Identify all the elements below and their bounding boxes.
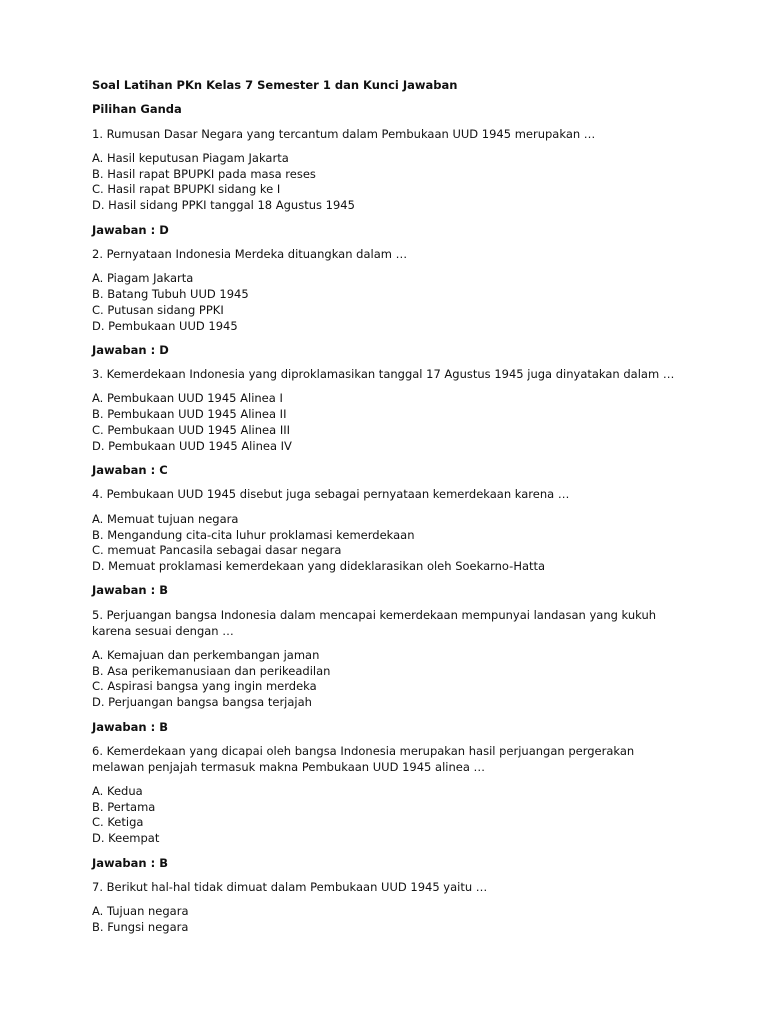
- question-block: [92, 127, 692, 239]
- question-line: 1. Rumusan Dasar Negara yang tercantum dalam Pembukaan UUD 1945 merupakan …: [92, 126, 596, 141]
- option-list: [92, 904, 692, 936]
- answer-key: Jawaban : C: [92, 463, 168, 478]
- question-line: 2. Pernyataan Indonesia Merdeka dituangkan dalam …: [92, 246, 408, 261]
- question-text: [92, 127, 692, 143]
- option-item: C. Putusan sidang PPKI: [92, 302, 224, 317]
- section-heading: Pilihan Ganda: [92, 102, 182, 117]
- option-item: A. Tujuan negara: [92, 904, 189, 919]
- option-item: A. Memuat tujuan negara: [92, 511, 239, 526]
- question-line: 6. Kemerdekaan yang dicapai oleh bangsa Indonesia merupakan hasil perjuangan pergerakan: [92, 743, 635, 758]
- option-list: [92, 648, 692, 711]
- option-list: [92, 271, 692, 334]
- question-list: [92, 127, 692, 936]
- option-item: C. Pembukaan UUD 1945 Alinea III: [92, 423, 290, 438]
- option-item: B. Fungsi negara: [92, 919, 189, 934]
- question-line: 3. Kemerdekaan Indonesia yang diproklamasikan tanggal 17 Agustus 1945 juga dinyatakan dalam …: [92, 367, 675, 382]
- document-page: [92, 74, 692, 944]
- question-line: 7. Berikut hal-hal tidak dimuat dalam Pembukaan UUD 1945 yaitu …: [92, 879, 488, 894]
- question-text: [92, 247, 692, 263]
- option-item: A. Kedua: [92, 783, 143, 798]
- question-line: 5. Perjuangan bangsa Indonesia dalam mencapai kemerdekaan mempunyai landasan yang kukuh: [92, 607, 657, 622]
- question-text: [92, 608, 692, 640]
- question-line: melawan penjajah termasuk makna Pembukaan UUD 1945 alinea …: [92, 759, 486, 774]
- question-line: karena sesuai dengan …: [92, 623, 234, 638]
- option-item: D. Keempat: [92, 831, 160, 846]
- option-item: B. Pembukaan UUD 1945 Alinea II: [92, 407, 287, 422]
- question-text: [92, 367, 692, 383]
- option-item: A. Kemajuan dan perkembangan jaman: [92, 647, 320, 662]
- option-item: B. Pertama: [92, 799, 156, 814]
- option-item: B. Batang Tubuh UUD 1945: [92, 286, 249, 301]
- option-item: D. Hasil sidang PPKI tanggal 18 Agustus 1945: [92, 198, 355, 213]
- option-item: B. Hasil rapat BPUPKI pada masa reses: [92, 166, 316, 181]
- answer-key: Jawaban : B: [92, 719, 168, 734]
- option-list: [92, 151, 692, 214]
- option-item: C. Aspirasi bangsa yang ingin merdeka: [92, 679, 317, 694]
- option-list: [92, 391, 692, 454]
- option-item: D. Perjuangan bangsa bangsa terjajah: [92, 695, 312, 710]
- answer-key: Jawaban : B: [92, 583, 168, 598]
- option-list: [92, 512, 692, 575]
- option-item: C. memuat Pancasila sebagai dasar negara: [92, 543, 342, 558]
- question-block: [92, 367, 692, 479]
- question-line: 4. Pembukaan UUD 1945 disebut juga sebagai pernyataan kemerdekaan karena …: [92, 487, 570, 502]
- option-item: A. Hasil keputusan Piagam Jakarta: [92, 150, 289, 165]
- question-block: [92, 247, 692, 359]
- option-item: C. Hasil rapat BPUPKI sidang ke I: [92, 182, 281, 197]
- question-text: [92, 880, 692, 896]
- question-block: [92, 744, 692, 872]
- option-list: [92, 784, 692, 847]
- option-item: A. Piagam Jakarta: [92, 271, 194, 286]
- option-item: B. Asa perikemanusiaan dan perikeadilan: [92, 663, 331, 678]
- answer-key: Jawaban : D: [92, 342, 169, 357]
- question-text: [92, 487, 692, 503]
- option-item: D. Memuat proklamasi kemerdekaan yang dideklarasikan oleh Soekarno-Hatta: [92, 559, 546, 574]
- question-block: [92, 880, 692, 936]
- option-item: D. Pembukaan UUD 1945 Alinea IV: [92, 438, 292, 453]
- option-item: D. Pembukaan UUD 1945: [92, 318, 238, 333]
- answer-key: Jawaban : B: [92, 855, 168, 870]
- answer-key: Jawaban : D: [92, 222, 169, 237]
- option-item: C. Ketiga: [92, 815, 144, 830]
- option-item: A. Pembukaan UUD 1945 Alinea I: [92, 391, 283, 406]
- question-text: [92, 744, 692, 776]
- document-title: Soal Latihan PKn Kelas 7 Semester 1 dan Kunci Jawaban: [92, 78, 458, 92]
- option-item: B. Mengandung cita-cita luhur proklamasi kemerdekaan: [92, 527, 415, 542]
- question-block: [92, 608, 692, 736]
- question-block: [92, 487, 692, 599]
